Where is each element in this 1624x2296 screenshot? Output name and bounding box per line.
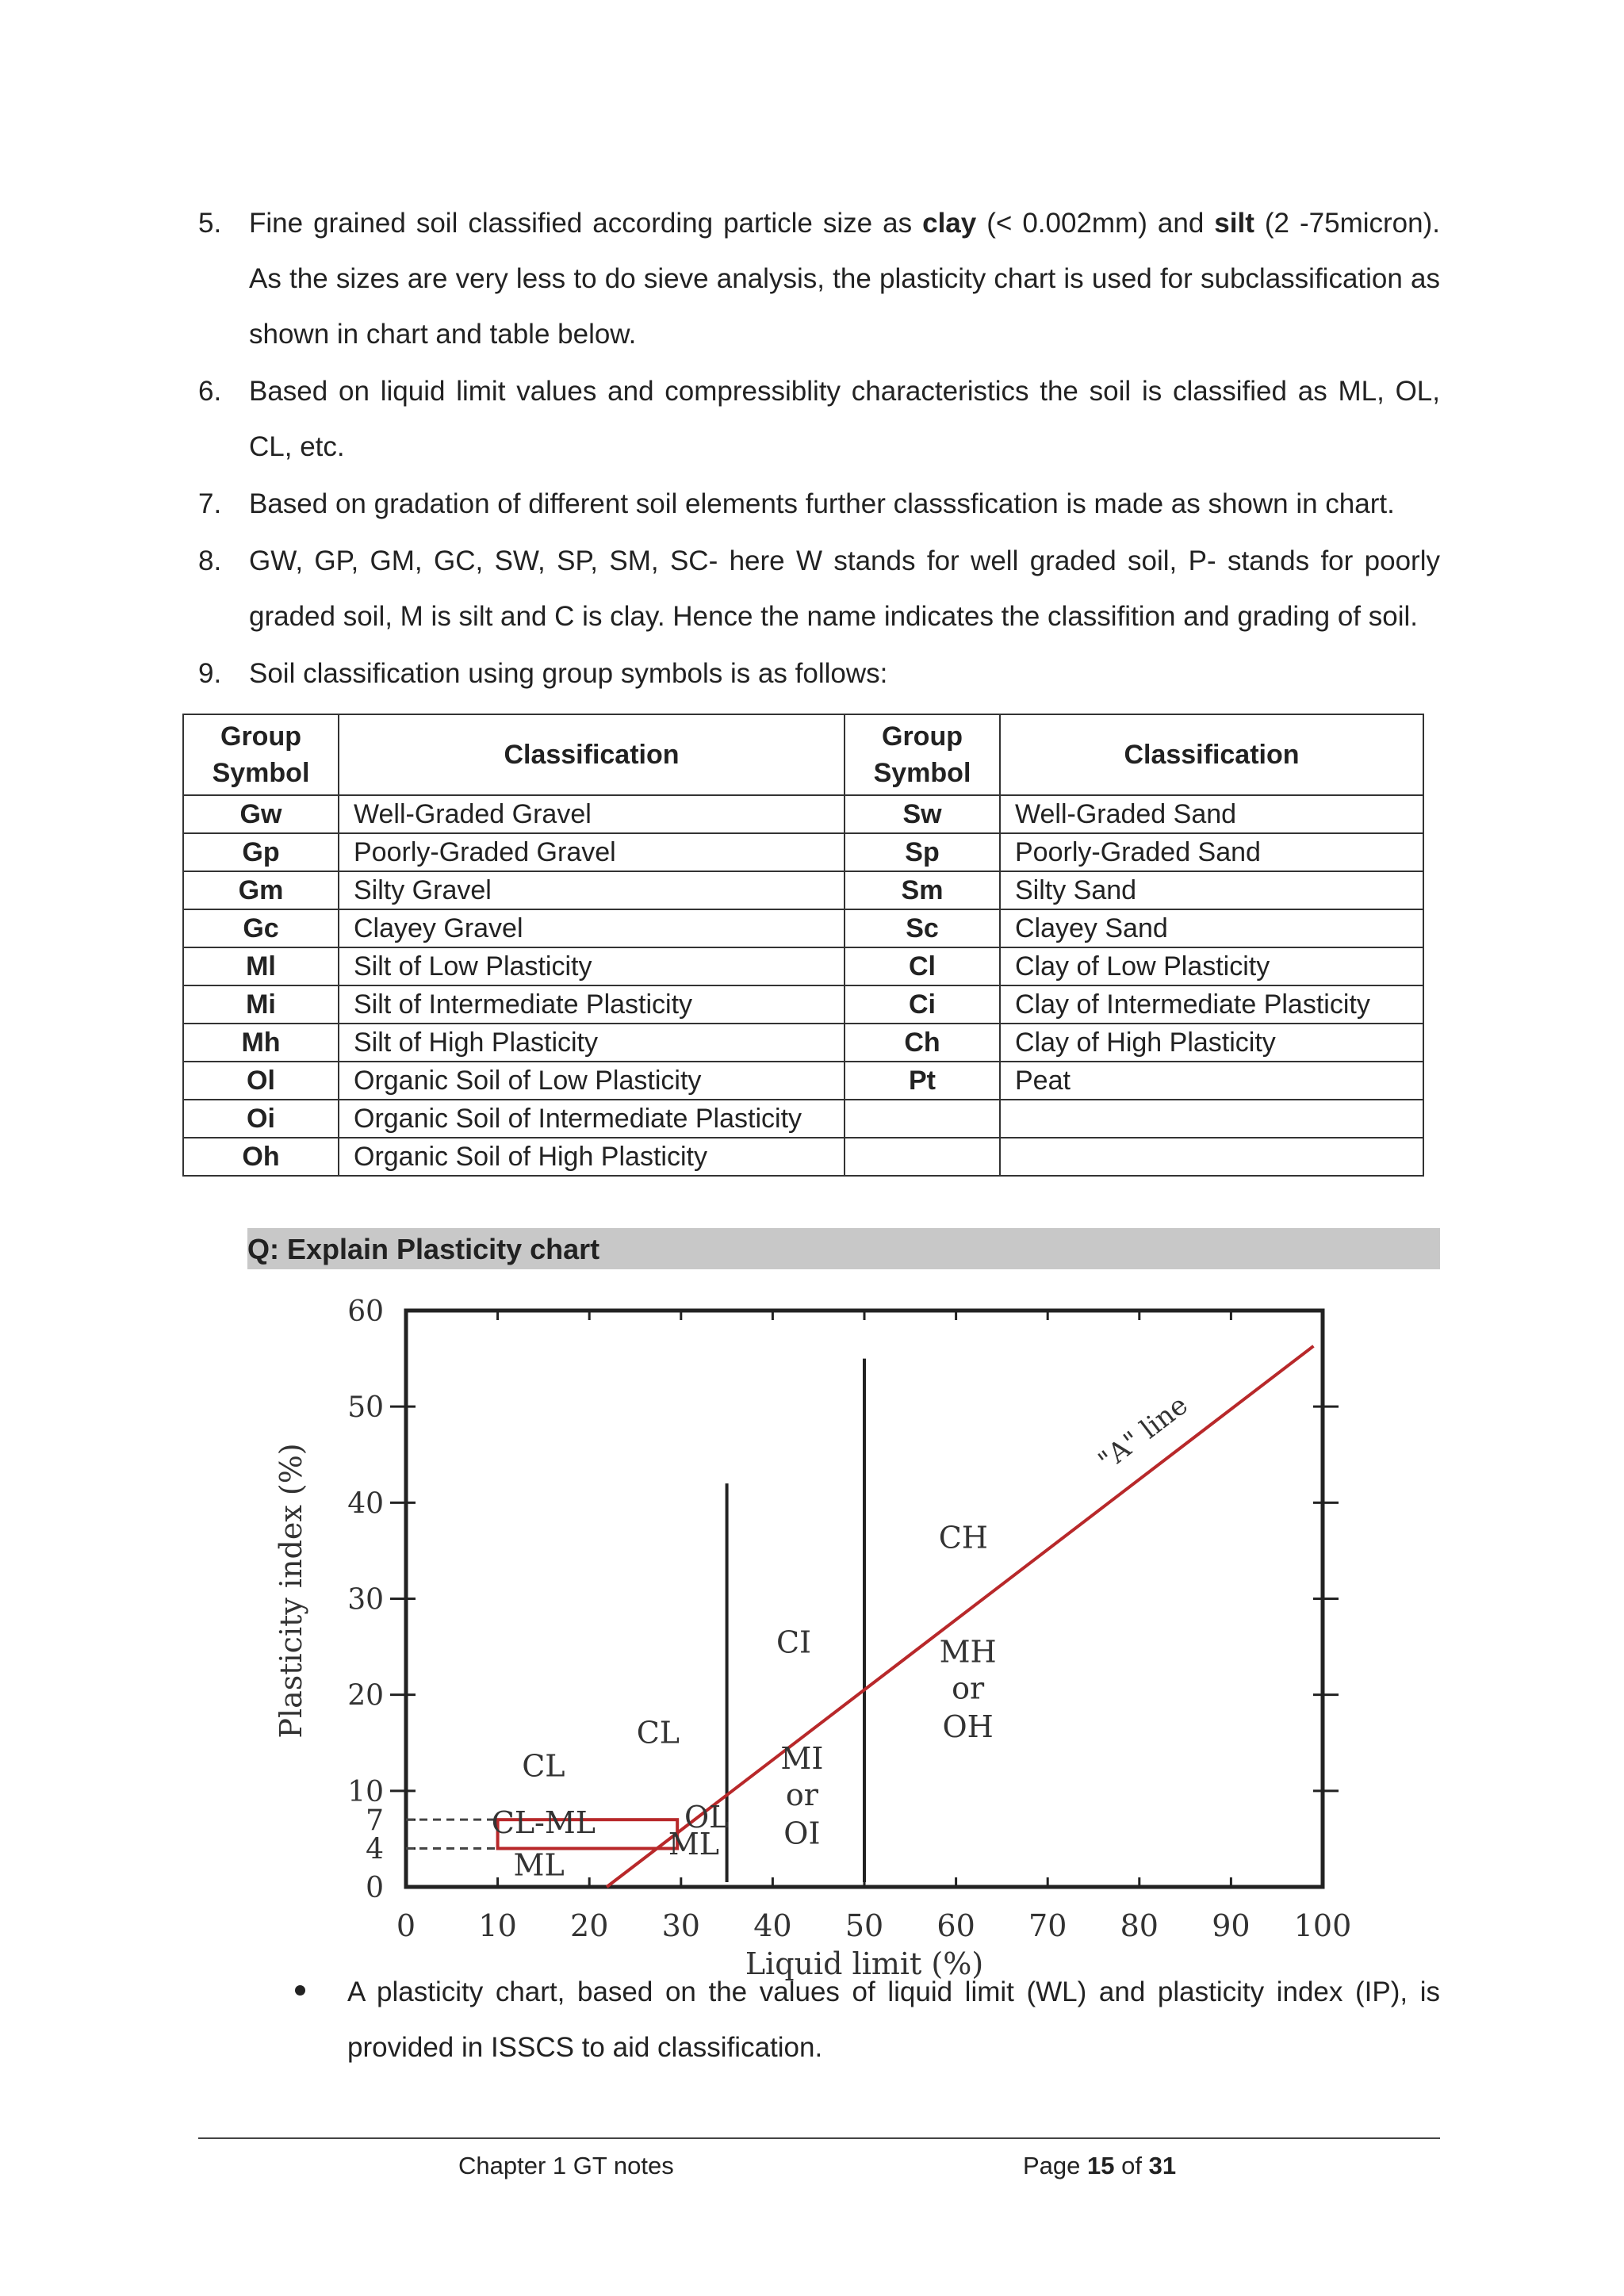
group-symbol-cell: Gw [183,795,339,833]
x-tick-label: 100 [1293,1908,1352,1943]
group-symbol-cell: Sp [845,833,1000,871]
classification-cell: Silty Gravel [339,871,845,909]
zone-label: CH [938,1520,988,1556]
group-symbol-cell: Ci [845,985,1000,1024]
list-number: 9. [198,658,222,689]
classification-cell: Silty Sand [1000,871,1423,909]
classification-cell: Clay of Intermediate Plasticity [1000,985,1423,1024]
table-row [183,1138,1423,1176]
header-classification: Classification [1000,714,1423,795]
bold-term: clay [922,208,977,239]
list-number: 7. [198,488,222,519]
group-symbol-cell: Gc [183,909,339,947]
table-row [183,1024,1423,1062]
list-text: Fine grained soil classified according particle size as [249,208,923,239]
list-item [198,364,1440,475]
bullet-dot-icon [295,1985,305,1996]
page-label: Page [1023,2152,1081,2179]
classification-cell: Well-Graded Sand [1000,795,1423,833]
header-group-symbol: Group Symbol [845,714,1000,795]
zone-label: OL [684,1799,730,1835]
classification-cell [1000,1138,1423,1176]
y-tick-label: 0 [366,1872,384,1904]
plasticity-chart [270,1292,1380,1981]
bullet-item [295,1965,1440,2076]
group-symbol-cell: Mh [183,1024,339,1062]
page-of-label: of [1121,2152,1142,2179]
classification-cell: Clayey Gravel [339,909,845,947]
x-tick-label: 50 [845,1908,884,1943]
y-tick-label: 4 [366,1833,384,1866]
list-number: 8. [198,545,222,576]
group-symbol-cell: Gp [183,833,339,871]
list-item [198,476,1440,532]
group-symbol-cell [845,1138,1000,1176]
y-tick-label: 20 [347,1679,384,1712]
table-row [183,871,1423,909]
zone-label: CI [776,1624,812,1660]
y-tick-label: 40 [347,1487,384,1521]
question-heading: Q: Explain Plasticity chart [247,1228,1440,1269]
zone-label: CL [522,1748,565,1784]
zone-label: MH [939,1634,997,1670]
zone-label: OI [783,1816,821,1851]
list-text: GW, GP, GM, GC, SW, SP, SM, SC- here W stands for well graded soil, P- stands for poorly graded soil, M is silt and C is clay. Hence the name indicates the classifition and grading of soil. [249,545,1440,632]
header-group-symbol: Group Symbol [183,714,339,795]
x-tick-label: 70 [1028,1908,1067,1943]
classification-cell: Peat [1000,1062,1423,1100]
table-row [183,985,1423,1024]
header-classification: Classification [339,714,845,795]
group-symbol-cell: Sc [845,909,1000,947]
classification-cell [1000,1100,1423,1138]
list-number: 5. [198,208,222,239]
y-tick-label: 10 [347,1775,384,1808]
x-tick-label: 60 [936,1908,975,1943]
zone-label: OH [942,1709,994,1744]
x-tick-label: 90 [1212,1908,1251,1943]
x-tick-label: 80 [1120,1908,1159,1943]
numbered-list [198,196,1440,702]
x-tick-label: 20 [570,1908,609,1943]
list-text: Based on liquid limit values and compressiblity characteristics the soil is classified as ML, OL, CL, etc. [249,376,1440,462]
classification-cell: Poorly-Graded Gravel [339,833,845,871]
list-text: (< 0.002mm) and [976,208,1215,239]
table-header-row [183,714,1423,795]
classification-cell: Silt of Intermediate Plasticity [339,985,845,1024]
list-text: Soil classification using group symbols is as follows: [249,658,888,689]
footer-divider [198,2137,1440,2139]
x-tick-label: 40 [753,1908,792,1943]
group-symbol-table [182,714,1424,1177]
x-axis-label: Liquid limit (%) [745,1946,984,1981]
y-tick-label: 50 [347,1391,384,1425]
list-text: Based on gradation of different soil elements further classsfication is made as shown in chart. [249,488,1395,519]
list-number: 6. [198,376,222,407]
y-tick-label: 7 [366,1804,384,1838]
page-current: 15 [1087,2152,1115,2179]
y-axis-label: Plasticity index (%) [274,1443,308,1739]
x-tick-label: 10 [478,1908,517,1943]
classification-cell: Organic Soil of Intermediate Plasticity [339,1100,845,1138]
classification-cell: Poorly-Graded Sand [1000,833,1423,871]
table-row [183,909,1423,947]
table-row [183,833,1423,871]
classification-cell: Clayey Sand [1000,909,1423,947]
table-row [183,795,1423,833]
footer-title: Chapter 1 GT notes [458,2152,674,2179]
classification-cell: Clay of High Plasticity [1000,1024,1423,1062]
zone-label: MI [780,1740,824,1776]
zone-label: or [952,1670,985,1706]
classification-cell: Silt of Low Plasticity [339,947,845,985]
group-symbol-cell: Pt [845,1062,1000,1100]
zone-label: ML [668,1826,720,1862]
group-symbol-cell: Oi [183,1100,339,1138]
table-row [183,947,1423,985]
group-symbol-cell: Ol [183,1062,339,1100]
classification-cell: Well-Graded Gravel [339,795,845,833]
classification-cell: Organic Soil of High Plasticity [339,1138,845,1176]
bold-term: silt [1214,208,1254,239]
group-symbol-cell: Oh [183,1138,339,1176]
group-symbol-cell [845,1100,1000,1138]
table-row [183,1100,1423,1138]
y-tick-label: 30 [347,1583,384,1617]
table-row [183,1062,1423,1100]
zone-label: or [785,1777,818,1813]
footer-page-number [1023,2147,1176,2185]
group-symbol-cell: Sm [845,871,1000,909]
a-line-label: "A" line [1092,1389,1194,1478]
page-total: 31 [1148,2152,1177,2179]
classification-cell: Organic Soil of Low Plasticity [339,1062,845,1100]
zone-label: CL [636,1715,680,1751]
group-symbol-cell: Gm [183,871,339,909]
zone-label: CL-ML [491,1805,596,1841]
group-symbol-cell: Sw [845,795,1000,833]
group-symbol-cell: Cl [845,947,1000,985]
classification-cell: Silt of High Plasticity [339,1024,845,1062]
group-symbol-cell: Ml [183,947,339,985]
group-symbol-cell: Mi [183,985,339,1024]
x-tick-label: 0 [396,1908,416,1943]
list-item [198,196,1440,362]
zone-label: ML [513,1847,565,1883]
list-item [198,534,1440,645]
group-symbol-cell: Ch [845,1024,1000,1062]
classification-cell: Clay of Low Plasticity [1000,947,1423,985]
bullet-text: A plasticity chart, based on the values of liquid limit (WL) and plasticity index (IP), is provided in ISSCS to aid classification. [347,1976,1440,2063]
list-item [198,646,1440,702]
list-text: (2 -75micron). As the sizes are very less to do sieve analysis, the plasticity chart is used for subclassification as shown in chart and table below. [249,208,1440,350]
x-tick-label: 30 [661,1908,700,1943]
y-tick-label: 60 [347,1295,384,1328]
